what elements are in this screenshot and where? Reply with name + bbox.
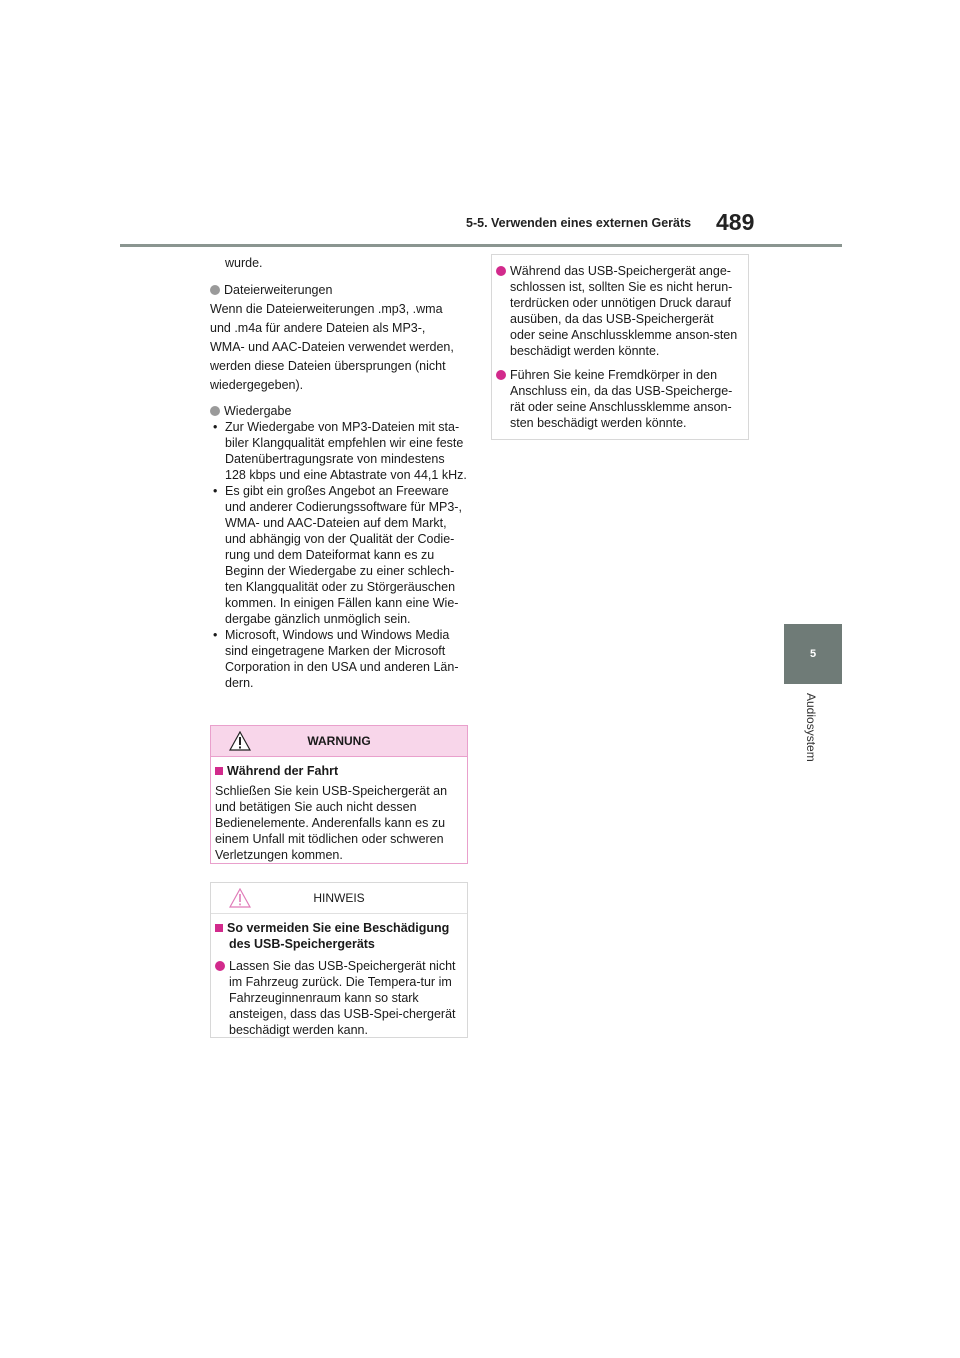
notice-box	[210, 882, 468, 1038]
chapter-tab	[784, 624, 842, 684]
extensions-line: WMA- und AAC-Dateien verwendet werden,	[210, 340, 454, 354]
notice-continuation-box	[491, 254, 749, 440]
notice-point: Lassen Sie das USB-Speichergerät nicht im Fahrzeug zurück. Die Tempera-tur im Fahrzeuginnenraum kann so stark ansteigen, dass das USB-Spei-chergerät beschädigt werden kann.	[215, 958, 461, 1038]
extensions-line: werden diese Dateien übersprungen (nicht	[210, 359, 446, 373]
list-item: Führen Sie keine Fremdkörper in den Anschluss ein, da das USB-Speicherge-rät oder seine Anschlussklemme anson-sten beschädigt werden könnte.	[496, 367, 740, 431]
notice-heading: HINWEIS	[313, 891, 365, 905]
warning-header	[211, 726, 467, 757]
notice-subheading: So vermeiden Sie eine Beschädigung des USB-Speichergeräts	[215, 920, 461, 952]
list-item: • Microsoft, Windows und Windows Media sind eingetragene Marken der Microsoft Corporation in den USA und anderen Län-dern.	[213, 628, 459, 690]
bullet-icon	[210, 285, 220, 295]
square-bullet-icon	[215, 924, 223, 932]
warning-box	[210, 725, 468, 864]
chapter-number: 5	[809, 648, 817, 660]
bullet-icon	[215, 961, 225, 971]
square-bullet-icon	[215, 767, 223, 775]
continuation-text: wurde.	[225, 256, 263, 270]
caution-triangle-icon	[229, 888, 251, 912]
left-column	[210, 254, 468, 691]
warning-text: Schließen Sie kein USB-Speichergerät an und betätigen Sie auch nicht dessen Bedienelemente. Anderenfalls kann es zu einem Unfall mit tödlichen oder schweren Verletzungen kommen.	[215, 784, 448, 862]
list-item: Während das USB-Speichergerät ange-schlossen ist, sollten Sie es nicht herun-terdrücken oder unnötigen Druck darauf ausüben, da das USB-Speichergerät oder seine Anschlussklemme anson-sten beschädigt werden könnte.	[496, 263, 740, 359]
extensions-line: Wenn die Dateierweiterungen .mp3, .wma	[210, 302, 443, 316]
item-title-playback: Wiedergabe	[210, 403, 468, 419]
extensions-line: und .m4a für andere Dateien als MP3-,	[210, 321, 426, 335]
item-title-extensions: Dateierweiterungen	[210, 281, 468, 300]
list-item: • Es gibt ein großes Angebot an Freeware und anderer Codierungssoftware für MP3-, WMA- und AAC-Dateien auf dem Markt, und abhängig von der Qualität der Codie-rung und dem Dateiformat kann es zu Beginn der Wiedergabe zu einer schlech-ten Klangqualität oder zu Störgeräuschen kommen. In einigen Fällen kann eine Wie-dergabe gänzlich unmöglich sein.	[213, 484, 462, 626]
warning-subheading: Während der Fahrt	[215, 763, 461, 779]
notice-header	[211, 883, 467, 914]
chapter-label: Audiosystem	[804, 693, 818, 762]
warning-heading: WARNUNG	[307, 734, 371, 748]
list-item: • Zur Wiedergabe von MP3-Dateien mit sta-biler Klangqualität empfehlen wir eine feste Datenübertragungsrate von mindestens 128 kbps und eine Abtastrate von 44,1 kHz.	[213, 420, 467, 482]
bullet-icon	[496, 370, 506, 380]
section-title: 5-5. Verwenden eines externen Geräts	[466, 216, 692, 230]
bullet-icon	[496, 266, 506, 276]
page-number: 489	[716, 209, 755, 235]
header-divider	[120, 244, 842, 247]
extensions-line: wiedergegeben).	[210, 378, 304, 392]
playback-notes	[210, 419, 468, 691]
bullet-icon	[210, 406, 220, 416]
warning-triangle-icon	[229, 731, 251, 755]
